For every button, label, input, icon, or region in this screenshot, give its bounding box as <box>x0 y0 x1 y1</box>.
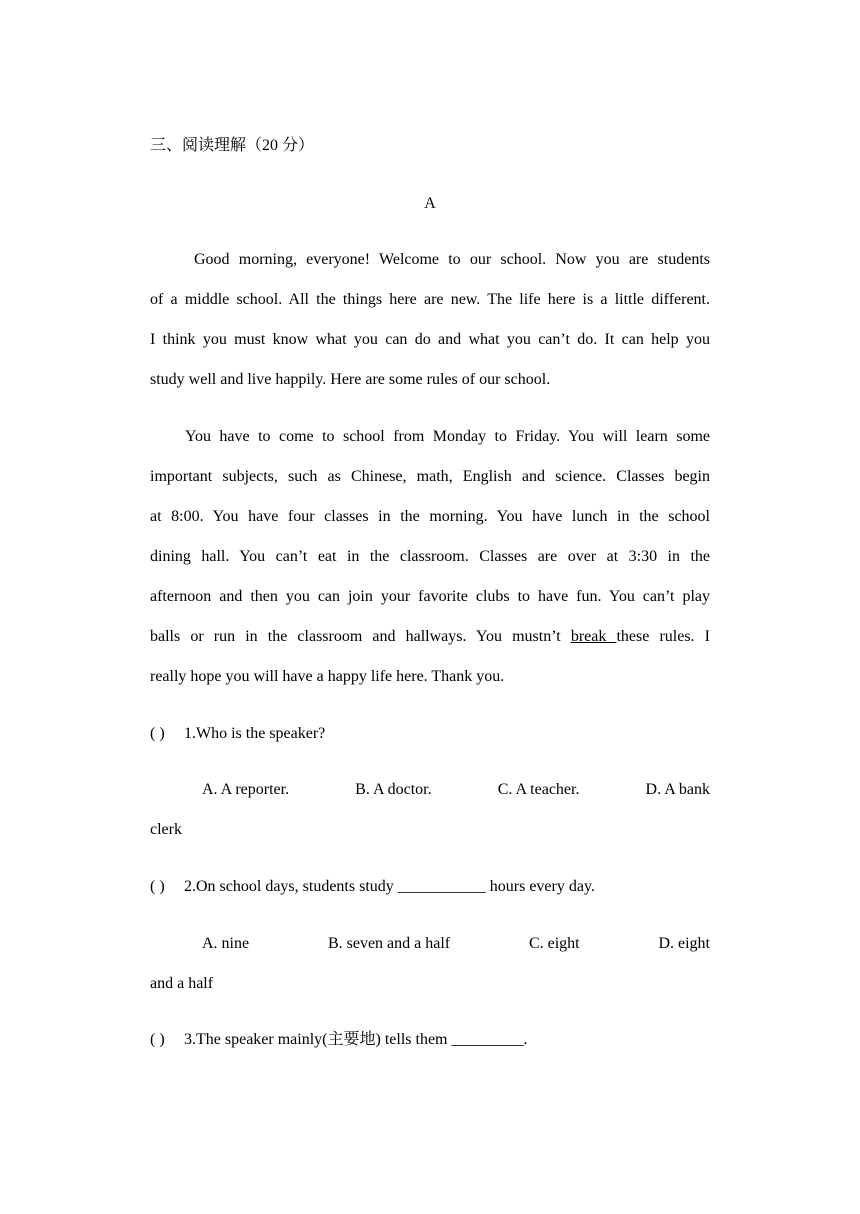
question-2 <box>150 877 710 897</box>
paragraph2-line1: You have to come to school from Monday to Friday. You will learn some <box>185 428 710 445</box>
option-b: B. A doctor. <box>355 781 432 798</box>
paragraph2-line3: at 8:00. You have four classes in the morning. You have lunch in the school <box>150 508 710 525</box>
paragraph1-line4: study well and live happily. Here are some rules of our school. <box>150 371 551 388</box>
section-title: 三、阅读理解（20 分） <box>150 137 315 154</box>
option-d: D. A bank <box>645 781 710 798</box>
paragraph2-line7: really hope you will have a happy life here. Thank you. <box>150 668 505 685</box>
line6-after: these rules. I <box>616 628 710 645</box>
underlined-word: break <box>570 628 617 645</box>
question-stem: 1.Who is the speaker? <box>184 725 326 742</box>
option-a: A. nine <box>202 935 250 952</box>
question-1-options <box>150 780 710 800</box>
question-stem: 3.The speaker mainly(主要地) tells them _________. <box>184 1031 528 1048</box>
option-a: A. A reporter. <box>202 781 290 798</box>
question-1 <box>150 724 710 744</box>
question-2-options <box>150 934 710 954</box>
answer-blank[interactable]: ( ) <box>150 878 165 895</box>
paragraph1-line3: I think you must know what you can do and what you can’t do. It can help you <box>150 331 710 348</box>
paragraph2-line2: important subjects, such as Chinese, math, English and science. Classes begin <box>150 468 710 485</box>
paragraph1-line2: of a middle school. All the things here are new. The life here is a little different. <box>150 291 710 308</box>
paragraph1-line1: Good morning, everyone! Welcome to our school. Now you are students <box>194 251 710 268</box>
paragraph2-line4: dining hall. You can’t eat in the classroom. Classes are over at 3:30 in the <box>150 548 710 565</box>
option-c: C. A teacher. <box>497 781 580 798</box>
question-stem: 2.On school days, students study ___________ hours every day. <box>184 878 595 895</box>
answer-blank[interactable]: ( ) <box>150 1031 165 1048</box>
question-3 <box>150 1030 710 1050</box>
paragraph2-line6 <box>150 627 710 647</box>
question-1-option-wrap: clerk <box>150 821 182 838</box>
question-2-option-wrap: and a half <box>150 975 214 992</box>
line6-before: balls or run in the classroom and hallways. You mustn’t <box>150 628 571 645</box>
paragraph2-line5: afternoon and then you can join your favorite clubs to have fun. You can’t play <box>150 588 710 605</box>
option-c: C. eight <box>528 935 580 952</box>
passage-label: A <box>424 195 436 212</box>
answer-blank[interactable]: ( ) <box>150 725 165 742</box>
option-b: B. seven and a half <box>327 935 451 952</box>
option-d: D. eight <box>658 935 710 952</box>
